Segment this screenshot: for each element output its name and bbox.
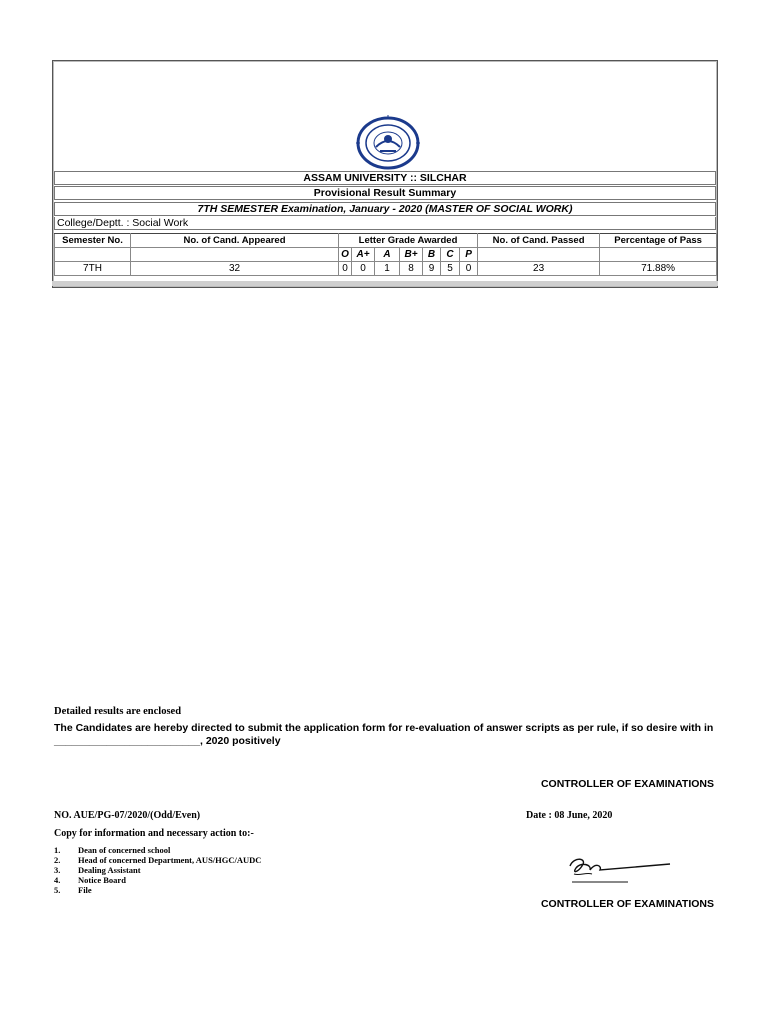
row-grade-p: 0: [460, 262, 478, 276]
grade-p: P: [460, 248, 478, 262]
college-label: College/Deptt. : Social Work: [54, 217, 716, 230]
row-appeared: 32: [131, 262, 339, 276]
grade-o: O: [339, 248, 352, 262]
col-semester: Semester No.: [55, 234, 131, 248]
result-table: [54, 233, 717, 276]
col-percentage: Percentage of Pass: [600, 234, 717, 248]
row-grade-c: 5: [441, 262, 460, 276]
list-item: 4. Notice Board: [54, 875, 126, 885]
detailed-note: Detailed results are enclosed: [54, 706, 182, 717]
copy-to-label: Copy for information and necessary action to:-: [54, 828, 254, 839]
row-percentage: 71.88%: [600, 262, 717, 276]
university-title: ASSAM UNIVERSITY :: SILCHAR: [54, 171, 716, 185]
grade-b-plus: B+: [400, 248, 423, 262]
handwritten-signature-icon: [566, 852, 676, 886]
row-grade-b: 9: [423, 262, 441, 276]
col-appeared: No. of Cand. Appeared: [131, 234, 339, 248]
list-item: 3. Dealing Assistant: [54, 865, 141, 875]
col-passed: No. of Cand. Passed: [478, 234, 600, 248]
university-seal-icon: [354, 115, 422, 171]
instruction-text: The Candidates are hereby directed to submit the application form for re-evaluation of answer scripts as per rule, if so desire with in _________________________, 2020 positively: [54, 722, 714, 747]
row-grade-b-plus: 8: [400, 262, 423, 276]
grade-a-plus: A+: [352, 248, 375, 262]
list-item: 2. Head of concerned Department, AUS/HGC/AUDC: [54, 855, 262, 865]
table-row: [55, 262, 717, 276]
list-item: 5. File: [54, 885, 92, 895]
reference-number: NO. AUE/PG-07/2020/(Odd/Even): [54, 810, 201, 821]
row-grade-o: 0: [339, 262, 352, 276]
grade-c: C: [441, 248, 460, 262]
controller-signature-top: CONTROLLER OF EXAMINATIONS: [540, 778, 714, 790]
result-subtitle: Provisional Result Summary: [54, 186, 716, 200]
list-item: 1. Dean of concerned school: [54, 845, 171, 855]
table-header-row: [55, 234, 717, 248]
exam-title: 7TH SEMESTER Examination, January - 2020 (MASTER OF SOCIAL WORK): [54, 202, 716, 216]
recipient-list: [54, 845, 261, 895]
col-grade: Letter Grade Awarded: [339, 234, 478, 248]
grade-header-row: [55, 248, 717, 262]
frame-bottom-shade: [52, 281, 718, 286]
row-grade-a: 1: [375, 262, 400, 276]
grade-b: B: [423, 248, 441, 262]
row-passed: 23: [478, 262, 600, 276]
controller-signature-bottom: CONTROLLER OF EXAMINATIONS: [540, 898, 714, 910]
row-grade-a-plus: 0: [352, 262, 375, 276]
row-semester: 7TH: [55, 262, 131, 276]
issue-date: Date : 08 June, 2020: [526, 810, 613, 821]
grade-a: A: [375, 248, 400, 262]
